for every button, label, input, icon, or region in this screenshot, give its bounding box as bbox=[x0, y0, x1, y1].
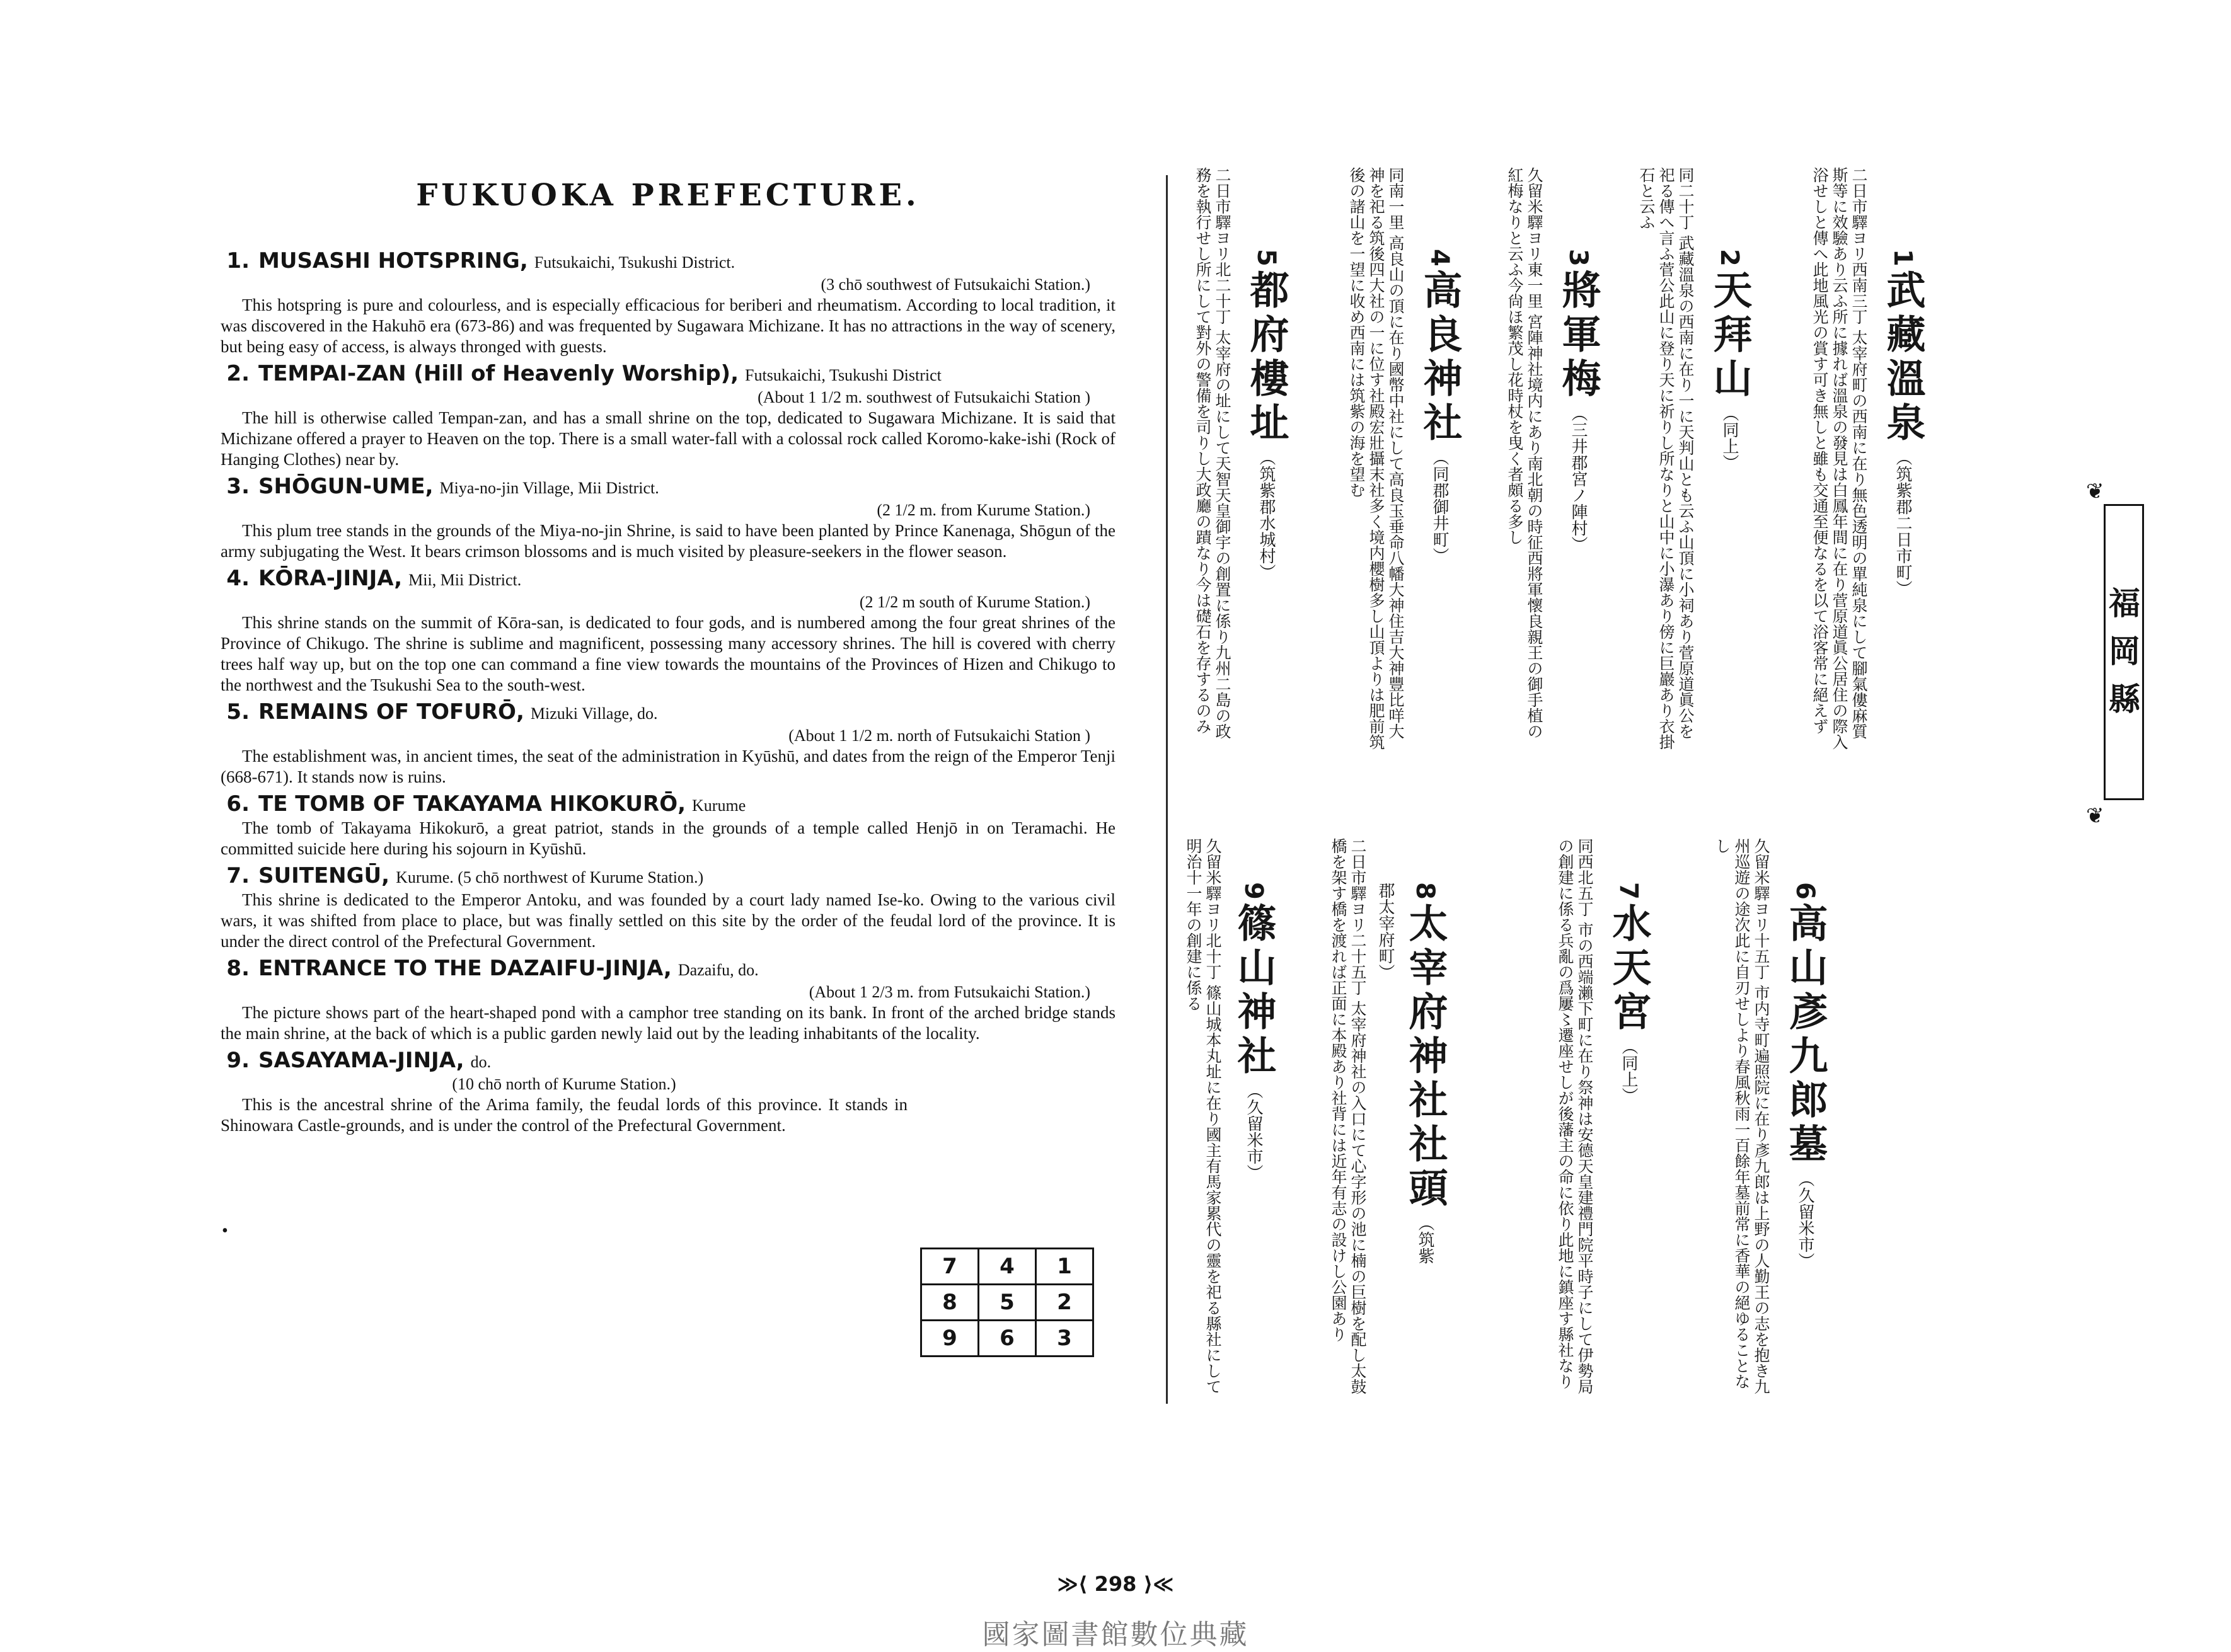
jp-entry-number: 4 bbox=[1425, 249, 1454, 267]
jp-entry-number: 3 bbox=[1564, 249, 1593, 267]
entry-heading bbox=[221, 362, 1116, 387]
jp-entry-7 bbox=[1601, 882, 1657, 1273]
grid-cell: 7 bbox=[921, 1249, 979, 1285]
library-stamp: 國家圖書館數位典藏 bbox=[982, 1619, 1249, 1651]
grid-cell: 8 bbox=[921, 1285, 979, 1321]
entry-name: REMAINS OF TOFURŌ, bbox=[258, 699, 524, 725]
entry-heading bbox=[221, 1049, 908, 1074]
prefecture-label: 福岡縣 bbox=[2104, 504, 2144, 800]
entry-number: 8. bbox=[226, 956, 250, 981]
ornament-icon: ❦ bbox=[2086, 479, 2104, 504]
page-title: FUKUOKA PREFECTURE. bbox=[416, 178, 920, 213]
entry-body: This plum tree stands in the grounds of the Miya-no-jin Shrine, is said to have been planted by Prince Kanenaga, Shōgun of the army subjugating the West. It bears crimson blossoms and is much visited by pleasure-seekers in the flower season. bbox=[221, 521, 1116, 561]
jp-entry-body: 同西北五丁 市の西端瀨下町に在り祭神は安德天皇建禮門院平時子にして伊勢局の創建に係る兵亂の爲屢〻遷座せしが後藩主の命に依り此地に鎮座す縣社なり bbox=[1556, 838, 1594, 1394]
entry-location: Miya-no-jin Village, Mii District. bbox=[439, 479, 659, 497]
entry-tempai-zan bbox=[221, 362, 1116, 470]
entry-body: The tomb of Takayama Hikokurō, a great patriot, stands in the grounds of a temple called Henjō in on Teramachi. He committed suicide here during his sojourn in Kyūshū. bbox=[221, 818, 1116, 858]
jp-entry-title: 水天宮 bbox=[1606, 902, 1652, 1035]
entry-location: Mii, Mii District. bbox=[408, 571, 522, 589]
entry-body: The picture shows part of the heart-shaped pond with a camphor tree standing on its bank. In front of the arched bridge stands the main shrine, at the back of which is a public garden newly laid out by the leading inhabitants of the locality. bbox=[221, 1003, 1116, 1043]
entry-distance: (2 1/2 m. from Kurume Station.) bbox=[877, 501, 1090, 519]
entry-distance: (About 1 1/2 m. north of Futsukaichi Station ) bbox=[788, 726, 1090, 745]
margin-bullet: • bbox=[222, 1221, 228, 1241]
jp-entry-body: 二日市驛ヨリ二十五丁 太宰府神社の入口にて心字形の池に楠の巨樹を配し太鼓橋を架す橋を渡れば正面に本殿あり社背には近年有志の設けし公園あり bbox=[1329, 838, 1367, 1394]
jp-entry-5 bbox=[1238, 249, 1294, 684]
entry-number: 2. bbox=[226, 361, 250, 386]
column-divider bbox=[1166, 175, 1168, 1404]
entry-distance: (3 chō southwest of Futsukaichi Station.) bbox=[821, 275, 1090, 294]
entry-number: 3. bbox=[226, 474, 250, 499]
grid-cell: 5 bbox=[979, 1285, 1036, 1321]
entry-name: SHŌGUN-UME, bbox=[258, 474, 434, 499]
entry-name: KŌRA-JINJA, bbox=[258, 566, 403, 591]
entry-shogun-ume bbox=[221, 475, 1116, 562]
entry-location: Futsukaichi, Tsukushi District. bbox=[534, 253, 735, 272]
entry-heading bbox=[221, 250, 1116, 275]
entry-name: ENTRANCE TO THE DAZAIFU-JINJA, bbox=[258, 956, 672, 981]
jp-entry-title: 天拜山 bbox=[1707, 269, 1753, 402]
ornament-icon: ❦ bbox=[2086, 803, 2104, 829]
jp-entry-1 bbox=[1875, 249, 1931, 684]
entry-number: 6. bbox=[226, 791, 250, 817]
entry-kora-jinja bbox=[221, 567, 1116, 696]
entry-suitengu bbox=[221, 864, 1116, 952]
entry-name: TEMPAI-ZAN (Hill of Heavenly Worship), bbox=[258, 361, 739, 386]
entry-sasayama-jinja bbox=[221, 1049, 908, 1136]
jp-entry-body: 久留米驛ヨリ北十丁 篠山城本丸址に在り國主有馬家累代の靈を祀る縣社にして明治十一年の創建に係る bbox=[1184, 838, 1222, 1394]
entry-body: The hill is otherwise called Tempan-zan, and has a small shrine on the top, dedicated to Sugawara Michizane. It is said that Michizane offered a prayer to Heaven on the top. There is a small water-fall with a colossal rock called Koromo-kake-ishi (Rock of Hanging Clothes) near by. bbox=[221, 408, 1116, 469]
entry-remains-of-tofuro bbox=[221, 701, 1116, 788]
jp-entry-title: 武藏溫泉 bbox=[1880, 269, 1926, 446]
entry-tomb-of-takayama bbox=[221, 793, 1116, 859]
jp-entry-title: 將軍梅 bbox=[1555, 269, 1601, 402]
jp-entry-body: 同二十丁 武藏溫泉の西南に在り一に天判山とも云ふ山頂に小祠あり菅原道眞公を祀る傳へ言ふ菅公此山に登り天に祈りし所なりと山中に小瀑あり傍に巨巖あり衣掛石と云ふ bbox=[1637, 167, 1695, 750]
grid-cell: 4 bbox=[979, 1249, 1036, 1285]
entry-body: The establishment was, in ancient times, the seat of the administration in Kyūshū, and dates from the reign of the Emperor Tenji (668-671). It stands now is ruins. bbox=[221, 747, 1116, 786]
entry-number: 1. bbox=[226, 248, 250, 273]
entry-heading bbox=[221, 793, 1116, 818]
entry-distance: (About 1 1/2 m. southwest of Futsukaichi Station ) bbox=[758, 388, 1090, 406]
grid-cell: 1 bbox=[1036, 1249, 1093, 1285]
jp-entry-2 bbox=[1702, 249, 1758, 684]
jp-entry-number: 2 bbox=[1715, 249, 1744, 267]
jp-entry-number: 7 bbox=[1614, 882, 1643, 900]
jp-entry-number: 5 bbox=[1252, 249, 1281, 267]
jp-entry-4 bbox=[1412, 249, 1468, 684]
entry-heading bbox=[221, 475, 1116, 500]
jp-entry-number: 1 bbox=[1888, 249, 1917, 267]
entry-name: MUSASHI HOTSPRING, bbox=[258, 248, 528, 273]
jp-entry-body: 同南一里 高良山の頂に在り國幣中社にして高良玉垂命八幡大神住吉大神豐比咩大神を祀る筑後四大社の一に位す社殿宏壯攝末社多く境内櫻樹多し山頂よりは肥前筑後の諸山を一望に收め西南には筑紫の海を望む bbox=[1347, 167, 1405, 750]
jp-entry-3 bbox=[1550, 249, 1606, 684]
jp-entry-title: 篠山神社 bbox=[1231, 902, 1277, 1079]
jp-entry-title: 高良神社 bbox=[1417, 269, 1463, 446]
entry-number: 4. bbox=[226, 566, 250, 591]
entry-heading bbox=[221, 957, 1116, 982]
jp-entry-body: 久留米驛ヨリ東一里 宮陣神社境内にあり南北朝の時征西將軍懷良親王の御手植の紅梅なりと云ふ今尙ほ繁茂し花時杖を曳く者頗る多し bbox=[1506, 167, 1543, 739]
jp-entry-number: 8 bbox=[1410, 882, 1439, 900]
grid-cell: 9 bbox=[921, 1321, 979, 1357]
entry-location: Futsukaichi, Tsukushi District bbox=[745, 366, 942, 384]
jp-entry-location: （同上） bbox=[1720, 405, 1739, 471]
entry-number: 9. bbox=[226, 1048, 250, 1073]
jp-entry-6 bbox=[1777, 882, 1833, 1273]
grid-cell: 6 bbox=[979, 1321, 1036, 1357]
jp-entry-location: （同上） bbox=[1619, 1038, 1638, 1104]
entry-location: Mizuki Village, do. bbox=[530, 704, 658, 723]
entry-name: SASAYAMA-JINJA, bbox=[258, 1048, 464, 1073]
jp-entry-number: 9 bbox=[1239, 882, 1268, 900]
jp-entry-location: （筑紫郡水城村） bbox=[1257, 449, 1276, 581]
entry-body: This hotspring is pure and colourless, and is especially efficacious for beriberi and rheumatism. According to local tradition, it was discovered in the Hakuhō era (673-86) and was frequented by Sugawara Michizane. It has no attractions in the way of scenery, but being easy of access, is always thronged with guests. bbox=[221, 295, 1116, 356]
jp-entry-number: 6 bbox=[1790, 882, 1819, 900]
entry-name: TE TOMB OF TAKAYAMA HIKOKURŌ, bbox=[258, 791, 686, 817]
entry-location: Kurume. (5 chō northwest of Kurume Station.) bbox=[396, 868, 704, 886]
jp-entry-location: （久留米市） bbox=[1244, 1082, 1263, 1181]
entry-location: Dazaifu, do. bbox=[677, 961, 759, 979]
entry-musashi-hotspring bbox=[221, 250, 1116, 357]
entry-location: Kurume bbox=[692, 796, 746, 815]
grid-cell: 3 bbox=[1036, 1321, 1093, 1357]
entry-location: do. bbox=[470, 1053, 492, 1071]
english-page bbox=[221, 178, 1116, 1141]
entry-body: This shrine stands on the summit of Kōra-san, is dedicated to four gods, and is numbered among the four great shrines of the Province of Chikugo. The shrine is sublime and magnificent, possessing many accessory shrines. The hill is covered with cherry trees half way up, but on the top one can command a fine view towards the mountains of the Provinces of Hizen and Chikugo to the northwest and the Tsukushi Sea to the south-west. bbox=[221, 613, 1116, 694]
jp-entry-9 bbox=[1226, 882, 1282, 1273]
entry-heading bbox=[221, 567, 1116, 592]
jp-entry-location: （同郡御井町） bbox=[1430, 449, 1449, 565]
entry-body: This shrine is dedicated to the Emperor Antoku, and was founded by a court lady named Ise-ko. Owing to the various civil wars, it was shifted from place to place, but was finally settled on this site by the order of the feudal lord of the province. It is under the direct control of the Prefectural Government. bbox=[221, 890, 1116, 951]
jp-entry-location: （筑紫郡太宰府町） bbox=[1376, 882, 1434, 1265]
entry-number: 5. bbox=[226, 699, 250, 725]
photo-index-grid bbox=[920, 1248, 1094, 1357]
entry-distance: (2 1/2 m south of Kurume Station.) bbox=[859, 593, 1090, 611]
jp-entry-body: 久留米驛ヨリ十五丁 市内寺町遍照院に在り彥九郎は上野の人勤王の志を抱き九州巡遊の途次此に自刃せしより春風秋雨一百餘年墓前常に香華の絕ゆることなし bbox=[1713, 838, 1770, 1394]
grid-cell: 2 bbox=[1036, 1285, 1093, 1321]
jp-entry-title: 太宰府神社社頭 bbox=[1402, 902, 1448, 1212]
jp-entry-location: （筑紫郡二日市町） bbox=[1893, 449, 1912, 597]
jp-entry-location: （久留米市） bbox=[1796, 1171, 1814, 1270]
jp-entry-body: 二日市驛ヨリ北二十丁 太宰府の址にして天智天皇御宇の創置に係り九州二島の政務を執行せし所にして對外の警備を司りし大政廳の蹟なり今は礎石を存するのみ bbox=[1194, 167, 1231, 739]
jp-entry-title: 都府樓址 bbox=[1243, 269, 1289, 446]
entry-dazaifu-entrance bbox=[221, 957, 1116, 1044]
jp-entry-body: 二日市驛ヨリ西南三丁 太宰府町の西南に在り無色透明の單純泉にして腳氣僂麻質斯等に效驗あり云ふ所に據れば溫泉の發見は白鳳年間に在り菅原道眞公居住の際入浴せしと傳へ此地風光の賞す可き無しと雖も交通至便なるを以て浴客常に絕えず bbox=[1811, 167, 1868, 750]
page-number: ≫⟨ 298 ⟩≪ bbox=[1057, 1572, 1174, 1596]
jp-entry-location: （三井郡宮ノ陣村） bbox=[1569, 405, 1588, 553]
entry-name: SUITENGŪ, bbox=[258, 863, 390, 888]
entry-heading bbox=[221, 864, 1116, 890]
entry-heading bbox=[221, 701, 1116, 726]
jp-entry-8 bbox=[1374, 882, 1453, 1273]
entry-distance: (About 1 2/3 m. from Futsukaichi Station.) bbox=[809, 983, 1090, 1001]
entry-distance: (10 chō north of Kurume Station.) bbox=[452, 1075, 676, 1093]
entry-body: This is the ancestral shrine of the Arima family, the feudal lords of this province. It stands in Shinowara Castle-grounds, and is under the control of the Prefectural Government. bbox=[221, 1095, 908, 1135]
jp-entry-title: 高山彥九郎墓 bbox=[1782, 902, 1828, 1167]
entry-number: 7. bbox=[226, 863, 250, 888]
